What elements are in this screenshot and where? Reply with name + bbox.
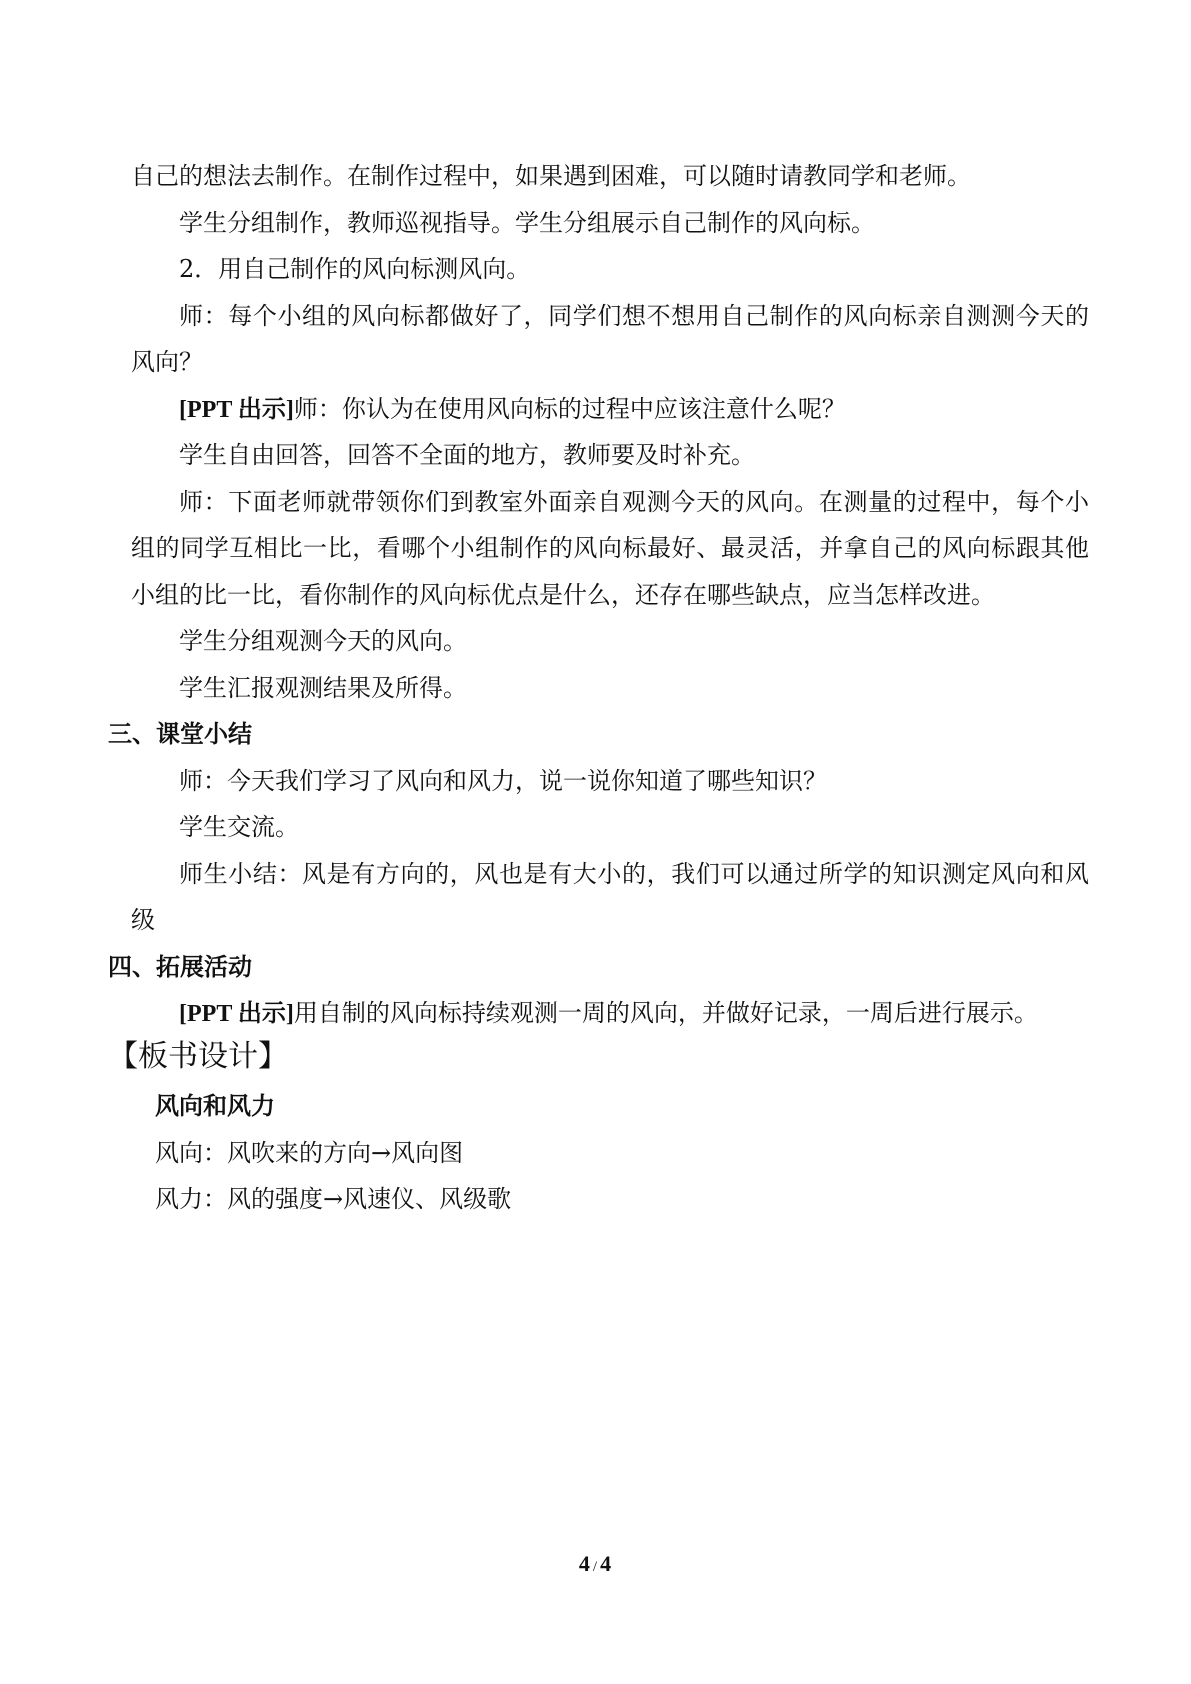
board-line-wind-direction: 风向：风吹来的方向→风向图	[155, 1139, 464, 1167]
ppt-question-text: 师：你认为在使用风向标的过程中应该注意什么呢？	[293, 395, 846, 423]
board-title: 风向和风力	[155, 1091, 275, 1120]
paragraph-ppt-question	[179, 393, 846, 426]
section-heading-extension: 四、拓展活动	[108, 952, 252, 981]
page-current: 4	[578, 1551, 590, 1576]
extension-activity-text: 用自制的风向标持续观测一周的风向，并做好记录，一周后进行展示。	[293, 999, 1038, 1027]
paragraph-students-answer: 学生自由回答，回答不全面的地方，教师要及时补充。	[179, 441, 755, 469]
paragraph-students-make: 学生分组制作，教师巡视指导。学生分组展示自己制作的风向标。	[179, 209, 875, 237]
paragraph-summary-question: 师：今天我们学习了风向和风力，说一说你知道了哪些知识？	[179, 767, 827, 795]
board-line-wind-force: 风力：风的强度→风速仪、风级歌	[155, 1185, 512, 1213]
paragraph-group-observe: 学生分组观测今天的风向。	[179, 627, 467, 655]
board-design-heading: 【板书设计】	[108, 1039, 288, 1074]
paragraph-students-exchange: 学生交流。	[179, 813, 299, 841]
paragraph-extension-activity	[179, 997, 1038, 1030]
section-heading-summary: 三、课堂小结	[108, 719, 252, 748]
page-total: 4	[600, 1551, 612, 1576]
ppt-tag: [PPT 出示]	[179, 397, 294, 423]
paragraph-observe-line3: 小组的比一比，看你制作的风向标优点是什么，还存在哪些缺点，应当怎样改进。	[131, 581, 995, 609]
paragraph-teacher-question-line2: 风向？	[131, 348, 203, 376]
page-separator: /	[592, 1559, 598, 1575]
paragraph-teacher-question-line1: 师：每个小组的风向标都做好了，同学们想不想用自己制作的风向标亲自测测今天的	[179, 302, 1089, 330]
page-number	[555, 1550, 635, 1581]
paragraph-conclusion-line2: 级	[131, 906, 155, 934]
paragraph-conclusion-line1: 师生小结：风是有方向的，风也是有大小的，我们可以通过所学的知识测定风向和风	[179, 860, 1089, 888]
paragraph-report: 学生汇报观测结果及所得。	[179, 674, 467, 702]
paragraph-observe-line2: 组的同学互相比一比，看哪个小组制作的风向标最好、最灵活，并拿自己的风向标跟其他	[131, 534, 1089, 562]
paragraph-continuation: 自己的想法去制作。在制作过程中，如果遇到困难，可以随时请教同学和老师。	[131, 162, 971, 190]
ppt-tag: [PPT 出示]	[179, 1001, 294, 1027]
paragraph-step-2: 2．用自己制作的风向标测风向。	[179, 255, 531, 283]
paragraph-observe-line1: 师：下面老师就带领你们到教室外面亲自观测今天的风向。在测量的过程中，每个小	[179, 488, 1089, 516]
